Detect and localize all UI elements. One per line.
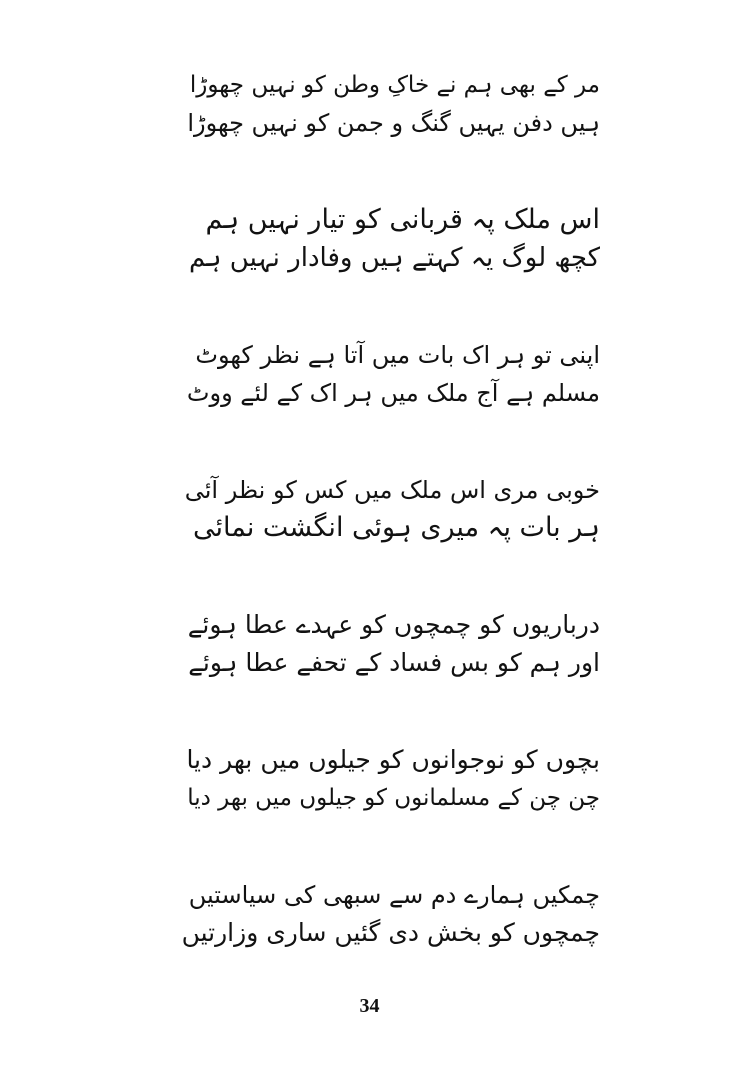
stanza-6 [180, 741, 600, 817]
verse-line: اور ہم کو بس فساد کے تحفے عطا ہوئے [188, 648, 600, 677]
verse-line: درباریوں کو چمچوں کو عہدے عطا ہوئے [187, 610, 600, 639]
poem [180, 66, 600, 952]
verse-line: اپنی تو ہر اک بات میں آتا ہے نظر کھوٹ [195, 341, 600, 369]
verse-line: ہیں دفن یہیں گنگ و جمن کو نہیں چھوڑا [187, 109, 600, 137]
stanza-1 [180, 66, 600, 142]
stanza-5 [180, 606, 600, 682]
verse-line: ہر بات پہ میری ہوئی انگشت نمائی [192, 512, 600, 543]
stanza-7 [180, 876, 600, 952]
verse-line: مر کے بھی ہم نے خاکِ وطن کو نہیں چھوڑا [189, 72, 600, 98]
verse-line: بچوں کو نوجوانوں کو جیلوں میں بھر دیا [186, 745, 600, 774]
verse-line: چمچوں کو بخش دی گئیں ساری وزارتیں [181, 918, 600, 947]
stanza-3 [180, 336, 600, 412]
verse-line: چمکیں ہمارے دم سے سبھی کی سیاستیں [188, 881, 600, 909]
verse-line: اس ملک پہ قربانی کو تیار نہیں ہم [205, 204, 600, 235]
page-number: 34 [359, 995, 380, 1017]
verse-line: خوبی مری اس ملک میں کس کو نظر آئی [184, 476, 600, 504]
verse-line: کچھ لوگ یہ کہتے ہیں وفادار نہیں ہم [188, 243, 600, 273]
verse-line: چن چن کے مسلمانوں کو جیلوں میں بھر دیا [187, 785, 600, 811]
stanza-4 [180, 471, 600, 547]
stanza-2 [180, 201, 600, 277]
verse-line: مسلم ہے آج ملک میں ہر اک کے لئے ووٹ [186, 379, 600, 407]
